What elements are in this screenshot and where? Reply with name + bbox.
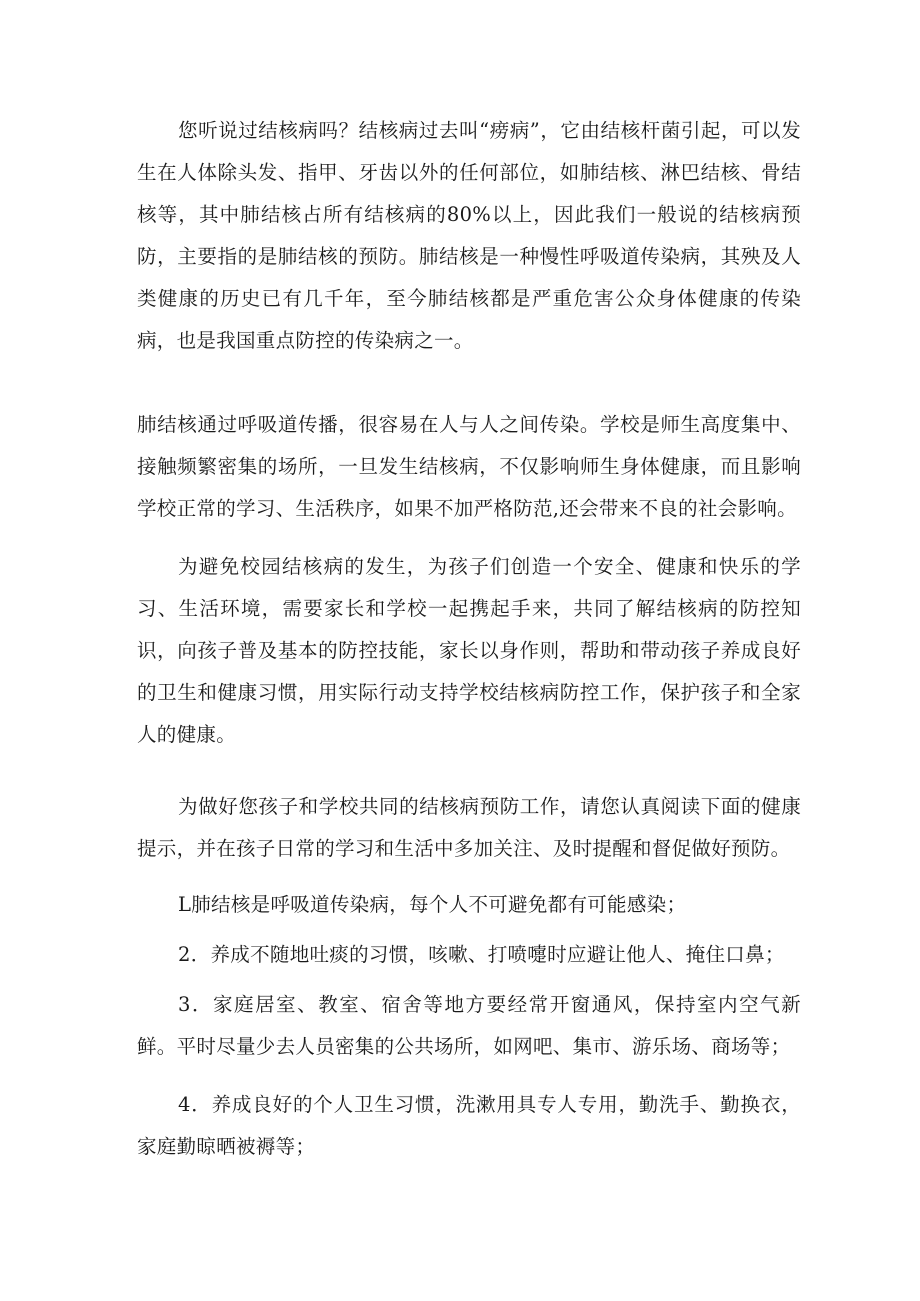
list-item-1: L肺结核是呼吸道传染病，每个人不可避免都有可能感染；	[178, 893, 687, 916]
list-item-3: 3．家庭居室、教室、宿舍等地方要经常开窗通风，保持室内空气新鲜。平时尽量少去人员密集的公共场所，如网吧、集市、游乐场、商场等；	[137, 993, 801, 1058]
paragraph-intro: 您听说过结核病吗？结核病过去叫“痨病”，它由结核杆菌引起，可以发生在人体除头发、指甲、牙齿以外的任何部位，如肺结核、淋巴结核、骨结核等，其中肺结核占所有结核病的80%以上，因此我们一般说的结核病预防，主要指的是肺结核的预防。肺结核是一种慢性呼吸道传染病，其殃及人类健康的历史已有几千年，至今肺结核都是严重危害公众身体健康的传染病，也是我国重点防控的传染病之一。	[137, 119, 801, 352]
paragraph-health-tips: 为做好您孩子和学校共同的结核病预防工作，请您认真阅读下面的健康提示，并在孩子日常的学习和生活中多加关注、及时提醒和督促做好预防。	[137, 795, 801, 860]
paragraph-transmission: 肺结核通过呼吸道传播，很容易在人与人之间传染。学校是师生高度集中、接触频繁密集的场所，一旦发生结核病，不仅影响师生身体健康，而且影响学校正常的学习、生活秩序，如果不加严格防范,还会带来不良的社会影响。	[137, 413, 801, 520]
list-item-4: 4．养成良好的个人卫生习惯，洗漱用具专人专用，勤洗手、勤换衣，家庭勤晾晒被褥等；	[137, 1093, 801, 1158]
paragraph-prevention: 为避免校园结核病的发生，为孩子们创造一个安全、健康和快乐的学习、生活环境，需要家长和学校一起携起手来，共同了解结核病的防控知识，向孩子普及基本的防控技能，家长以身作则，帮助和带动孩子养成良好的卫生和健康习惯，用实际行动支持学校结核病防控工作，保护孩子和全家人的健康。	[137, 555, 801, 746]
list-item-2: 2．养成不随地吐痰的习惯，咳嗽、打喷嚏时应避让他人、掩住口鼻；	[178, 943, 785, 966]
